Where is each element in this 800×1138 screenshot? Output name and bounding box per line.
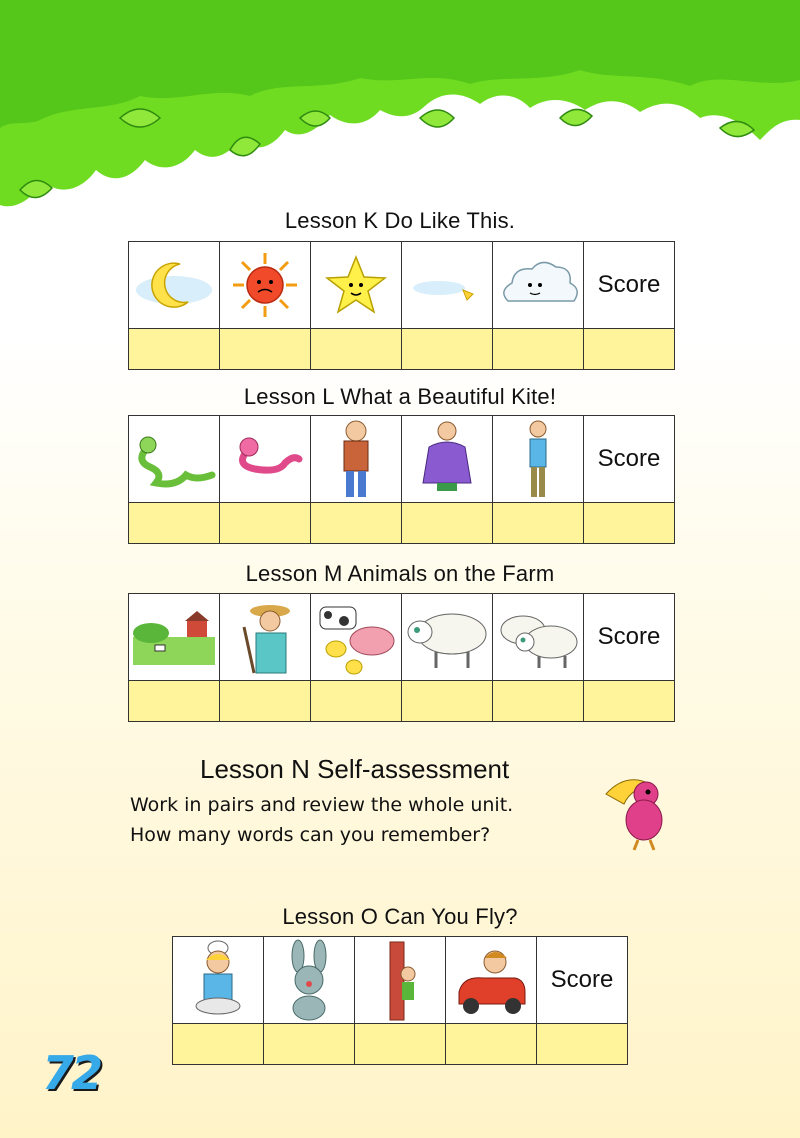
score-label: Score <box>584 416 675 503</box>
driving-boy-cell <box>446 937 537 1024</box>
sheep-cell <box>402 594 493 681</box>
total-score-box[interactable] <box>584 681 675 722</box>
star-icon <box>324 253 388 317</box>
moon-icon <box>134 250 214 320</box>
fat-man-icon <box>417 417 477 501</box>
rabbit-cell <box>264 937 355 1024</box>
cook-cell <box>173 937 264 1024</box>
score-label: Score <box>584 242 675 329</box>
instruction-line-1: Work in pairs and review the whole unit. <box>130 794 514 816</box>
lesson-m-title: Lesson M Animals on the Farm <box>245 561 555 586</box>
score-box[interactable] <box>129 503 220 544</box>
cloud-cell <box>493 242 584 329</box>
page-number: 72 <box>42 1046 101 1100</box>
pink-snake-icon <box>225 429 305 489</box>
total-score-box[interactable] <box>584 503 675 544</box>
score-box[interactable] <box>129 681 220 722</box>
thin-man-icon <box>513 417 563 501</box>
pink-snake-cell <box>220 416 311 503</box>
farm-animals-icon <box>314 597 398 677</box>
score-box[interactable] <box>129 329 220 370</box>
green-snake-icon <box>132 429 216 489</box>
score-box[interactable] <box>311 329 402 370</box>
score-box[interactable] <box>220 681 311 722</box>
sun-icon <box>230 250 300 320</box>
farm-cell <box>129 594 220 681</box>
score-box[interactable] <box>311 503 402 544</box>
bird-icon <box>600 770 680 854</box>
lesson-k-title: Lesson K Do Like This. <box>284 208 516 233</box>
tree-foliage-decoration <box>0 0 800 230</box>
cook-icon <box>178 938 258 1022</box>
shooting-star-cell <box>402 242 493 329</box>
score-label: Score <box>584 594 675 681</box>
score-box[interactable] <box>493 329 584 370</box>
moon-cell <box>129 242 220 329</box>
farm-icon <box>131 607 217 667</box>
tall-man-icon <box>326 417 386 501</box>
score-box[interactable] <box>446 1024 537 1065</box>
score-box[interactable] <box>402 503 493 544</box>
two-sheep-icon <box>495 602 581 672</box>
score-box[interactable] <box>264 1024 355 1065</box>
farmer-icon <box>230 597 300 677</box>
tall-man-cell <box>311 416 402 503</box>
score-label: Score <box>537 937 628 1024</box>
total-score-box[interactable] <box>537 1024 628 1065</box>
lesson-l-table <box>128 415 675 544</box>
driving-boy-icon <box>451 940 531 1020</box>
score-box[interactable] <box>402 329 493 370</box>
thin-man-cell <box>493 416 584 503</box>
climbing-boy-icon <box>370 938 430 1022</box>
two-sheep-cell <box>493 594 584 681</box>
score-box[interactable] <box>493 681 584 722</box>
lesson-k-table <box>128 241 675 370</box>
climbing-boy-cell <box>355 937 446 1024</box>
rabbit-icon <box>274 938 344 1022</box>
score-box[interactable] <box>311 681 402 722</box>
farmer-cell <box>220 594 311 681</box>
star-cell <box>311 242 402 329</box>
lesson-l-title: Lesson L What a Beautiful Kite! <box>243 384 557 409</box>
farm-animals-cell <box>311 594 402 681</box>
score-box[interactable] <box>173 1024 264 1065</box>
sun-cell <box>220 242 311 329</box>
lesson-o-title: Lesson O Can You Fly? <box>282 904 518 929</box>
score-box[interactable] <box>493 503 584 544</box>
instruction-line-2: How many words can you remember? <box>130 824 491 846</box>
lesson-n-title: Lesson N Self-assessment <box>200 754 510 784</box>
score-box[interactable] <box>220 329 311 370</box>
lesson-m-table <box>128 593 675 722</box>
score-box[interactable] <box>220 503 311 544</box>
score-box[interactable] <box>402 681 493 722</box>
lesson-o-table <box>172 936 628 1065</box>
cloud-icon <box>496 255 580 315</box>
green-snake-cell <box>129 416 220 503</box>
fat-man-cell <box>402 416 493 503</box>
sheep-icon <box>404 602 490 672</box>
shooting-star-icon <box>407 260 487 310</box>
total-score-box[interactable] <box>584 329 675 370</box>
score-box[interactable] <box>355 1024 446 1065</box>
